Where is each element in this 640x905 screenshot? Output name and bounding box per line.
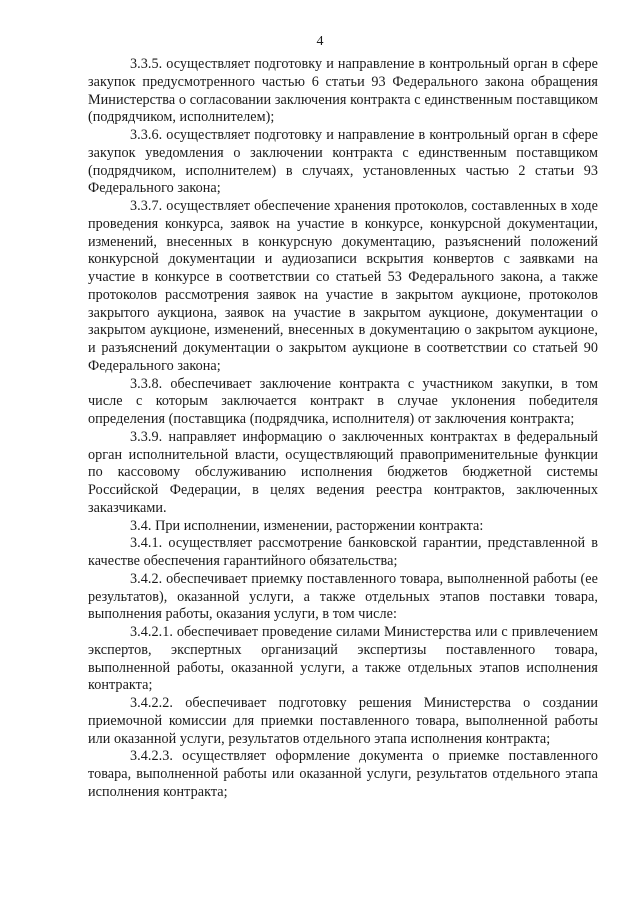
paragraph-3-3-7: 3.3.7. осуществляет обеспечение хранения протоколов, составленных в ходе проведения конкурса, заявок на участие в конкурсе, конкурсной документации, изменений, внесенных в конкурсную документацию, разъяснений положений конкурсной документации и аудиозаписи вскрытия конвертов с заявками на участие в конкурсе в соответствии со статьей 53 Федерального закона, а также протоколов рассмотрения заявок на участие в закрытом аукционе, протоколов закрытого аукциона, заявок на участие в закрытом аукционе, документации о закрытом аукционе, изменений, внесенных в документацию о закрытом аукционе, и разъяснений документации о закрытом аукционе в соответствии со статьей 90 Федерального закона;: [88, 198, 598, 374]
paragraph-3-3-6: 3.3.6. осуществляет подготовку и направление в контрольный орган в сфере закупок уведомления о заключении контракта с единственным поставщиком (подрядчиком, исполнителем) в случаях, установленных частью 2 статьи 93 Федерального закона;: [88, 127, 598, 197]
paragraph-3-3-8: 3.3.8. обеспечивает заключение контракта с участником закупки, в том числе с которым заключается контракт в случае уклонения победителя определения (поставщика (подрядчика, исполнителя) от заключения контракта;: [88, 375, 598, 427]
paragraph-3-4-2: 3.4.2. обеспечивает приемку поставленного товара, выполненной работы (ее результатов), оказанной услуги, а также отдельных этапов поставки товара, выполнения работы, оказания услуги, в том числе:: [88, 570, 598, 623]
paragraph-3-4: 3.4. При исполнении, изменении, расторжении контракта:: [130, 517, 484, 534]
paragraph-3-3-5: 3.3.5. осуществляет подготовку и направление в контрольный орган в сфере закупок предусмотренного частью 6 статьи 93 Федерального закона обращения Министерства о согласовании заключения контракта с единственным поставщиком (подрядчиком, исполнителем);: [88, 56, 598, 126]
paragraph-3-3-9: 3.3.9. направляет информацию о заключенных контрактах в федеральный орган исполнительной власти, осуществляющий правоприменительные функции по кассовому обслуживанию исполнения бюджетов бюджетной системы Российской Федерации, в целях ведения реестра контрактов, заключенных заказчиками.: [88, 428, 598, 516]
document-body: [88, 56, 598, 802]
paragraph-3-4-2-3: 3.4.2.3. осуществляет оформление документа о приемке поставленного товара, выполненной работы или оказанной услуги, результатов отдельного этапа исполнения контракта;: [88, 748, 598, 800]
paragraph-3-4-1: 3.4.1. осуществляет рассмотрение банковской гарантии, представленной в качестве обеспечения гарантийного обязательства;: [88, 535, 598, 569]
paragraph-3-4-2-1: 3.4.2.1. обеспечивает проведение силами Министерства или с привлечением экспертов, экспертных организаций экспертизы поставленного товара, выполненной работы, оказанной услуги, а также отдельных этапов исполнения контракта;: [88, 624, 598, 694]
page-number: 4: [316, 34, 324, 49]
paragraph-3-4-2-2: 3.4.2.2. обеспечивает подготовку решения Министерства о создании приемочной комиссии для приемки поставленного товара, выполненной работы или оказанной услуги, результатов отдельного этапа исполнения контракта;: [88, 695, 598, 747]
